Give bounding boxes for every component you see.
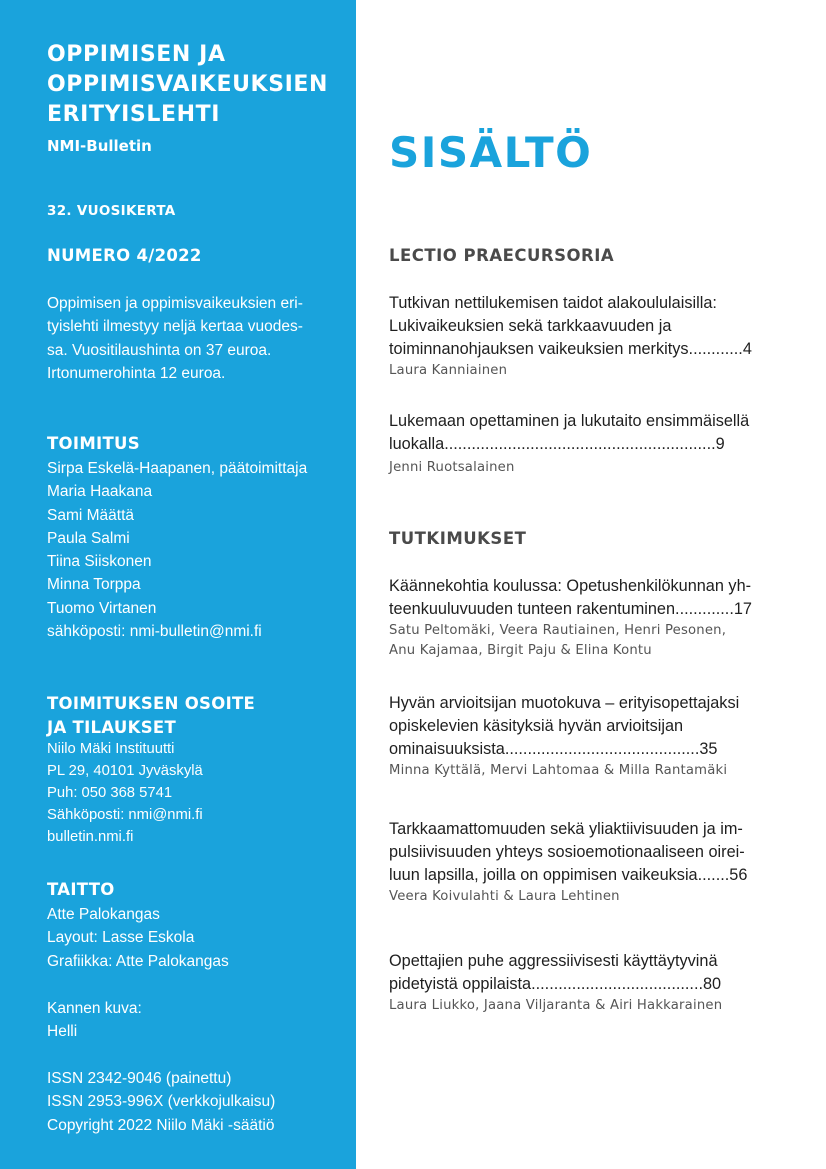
issn-block (47, 1067, 337, 1137)
entry-title-line: Lukemaan opettaminen ja lukutaito ensimmäisellä (389, 412, 750, 430)
journal-title-line: OPPIMISEN JA (47, 42, 226, 67)
address-heading-line: JA TILAUKSET (47, 718, 177, 737)
entry-title-line: pidetyistä oppilaista......................................80 (389, 975, 722, 993)
entry-title-line: Opettajien puhe aggressiivisesti käyttäytyvinä (389, 952, 718, 970)
info-line: tyislehti ilmestyy neljä kertaa vuodes- (47, 318, 303, 336)
cover-credit-line: Kannen kuva: (47, 1000, 142, 1017)
address-line: Sähköposti: nmi@nmi.fi (47, 807, 203, 823)
contents-title: SISÄLTÖ (389, 128, 593, 177)
entry-title-line: ominaisuuksista...........................................35 (389, 740, 718, 758)
entry-title-line: Tutkivan nettilukemisen taidot alakoululaisilla: (389, 294, 717, 312)
entry-authors: Satu Peltomäki, Veera Rautiainen, Henri Pesonen, (389, 623, 727, 638)
journal-title-line: ERITYISLEHTI (47, 102, 220, 127)
entry-title-line: toiminnanohjauksen vaikeuksien merkitys............4 (389, 340, 752, 358)
issn-line: ISSN 2953-996X (verkkojulkaisu) (47, 1093, 276, 1111)
entry-authors: Anu Kajamaa, Birgit Paju & Elina Kontu (389, 643, 652, 658)
section-heading: TUTKIMUKSET (389, 529, 527, 548)
entry-authors: Veera Koivulahti & Laura Lehtinen (389, 889, 620, 904)
address-line: bulletin.nmi.fi (47, 829, 134, 845)
credit-line: Grafiikka: Atte Palokangas (47, 952, 229, 970)
address-line: PL 29, 40101 Jyväskylä (47, 763, 203, 779)
editorial-email: sähköposti: nmi-bulletin@nmi.fi (47, 623, 262, 641)
entry-title-line: opiskelevien käsityksiä hyvän arvioitsijan (389, 717, 684, 735)
editorial-list (47, 457, 337, 643)
entry-title-line: Tarkkaamattomuuden sekä yliaktiivisuuden ja im- (389, 820, 743, 838)
masthead-sidebar (0, 0, 356, 1169)
journal-title (47, 40, 347, 130)
toc-entry[interactable] (389, 410, 789, 478)
editor-name: Sami Määttä (47, 506, 135, 524)
address-block (47, 738, 337, 848)
layout-heading: TAITTO (47, 880, 115, 899)
entry-authors: Minna Kyttälä, Mervi Lahtomaa & Milla Rantamäki (389, 763, 728, 778)
cover-credit-line: Helli (47, 1023, 78, 1041)
entry-title-line: pulsiivisuuden yhteys sosioemotionaaliseen oirei- (389, 843, 745, 861)
toc-entry[interactable] (389, 575, 789, 661)
issn-line: ISSN 2342-9046 (painettu) (47, 1070, 232, 1087)
entry-title-line: Lukivaikeuksien sekä tarkkaavuuden ja (389, 317, 672, 335)
editor-name: Paula Salmi (47, 529, 130, 547)
journal-title-line: OPPIMISVAIKEUKSIEN (47, 72, 329, 97)
entry-title-line: luokalla............................................................9 (389, 435, 725, 453)
section-heading: LECTIO PRAECURSORIA (389, 246, 615, 265)
entry-title-line: luun lapsilla, joilla on oppimisen vaikeuksia.......56 (389, 866, 748, 884)
credit-line: Atte Palokangas (47, 906, 160, 923)
address-heading-line: TOIMITUKSEN OSOITE (47, 694, 256, 713)
issue-number: NUMERO 4/2022 (47, 246, 202, 265)
volume-label: 32. VUOSIKERTA (47, 203, 176, 219)
info-line: Irtonumerohinta 12 euroa. (47, 364, 226, 382)
journal-subtitle: NMI-Bulletin (47, 137, 152, 155)
editor-name: Tuomo Virtanen (47, 599, 157, 617)
entry-authors: Laura Liukko, Jaana Viljaranta & Airi Hakkarainen (389, 998, 723, 1013)
subscription-info (47, 292, 337, 385)
toc-entry[interactable] (389, 692, 789, 781)
editor-name: Maria Haakana (47, 483, 153, 501)
address-line: Niilo Mäki Instituutti (47, 741, 175, 757)
entry-title-line: Hyvän arvioitsijan muotokuva – erityisopettajaksi (389, 694, 740, 712)
entry-title-line: teenkuuluvuuden tunteen rakentuminen.............17 (389, 600, 752, 618)
address-line: Puh: 050 368 5741 (47, 785, 173, 801)
editor-name: Tiina Siiskonen (47, 553, 152, 571)
editor-name: Sirpa Eskelä-Haapanen, päätoimittaja (47, 460, 308, 477)
layout-credits (47, 903, 337, 973)
cover-credit (47, 997, 337, 1044)
entry-authors: Laura Kanniainen (389, 363, 508, 378)
toc-entry[interactable] (389, 292, 789, 381)
toc-entry[interactable] (389, 950, 789, 1016)
copyright-line: Copyright 2022 Niilo Mäki -säätiö (47, 1116, 275, 1134)
address-heading (47, 692, 255, 740)
info-line: sa. Vuositilaushinta on 37 euroa. (47, 341, 272, 359)
credit-line: Layout: Lasse Eskola (47, 929, 195, 947)
toc-entry[interactable] (389, 818, 789, 907)
editor-name: Minna Torppa (47, 576, 141, 594)
info-line: Oppimisen ja oppimisvaikeuksien eri- (47, 295, 303, 312)
entry-authors: Jenni Ruotsalainen (389, 460, 515, 475)
table-of-contents (356, 0, 826, 1169)
editorial-heading: TOIMITUS (47, 434, 140, 453)
entry-title-line: Käännekohtia koulussa: Opetushenkilökunnan yh- (389, 577, 752, 595)
